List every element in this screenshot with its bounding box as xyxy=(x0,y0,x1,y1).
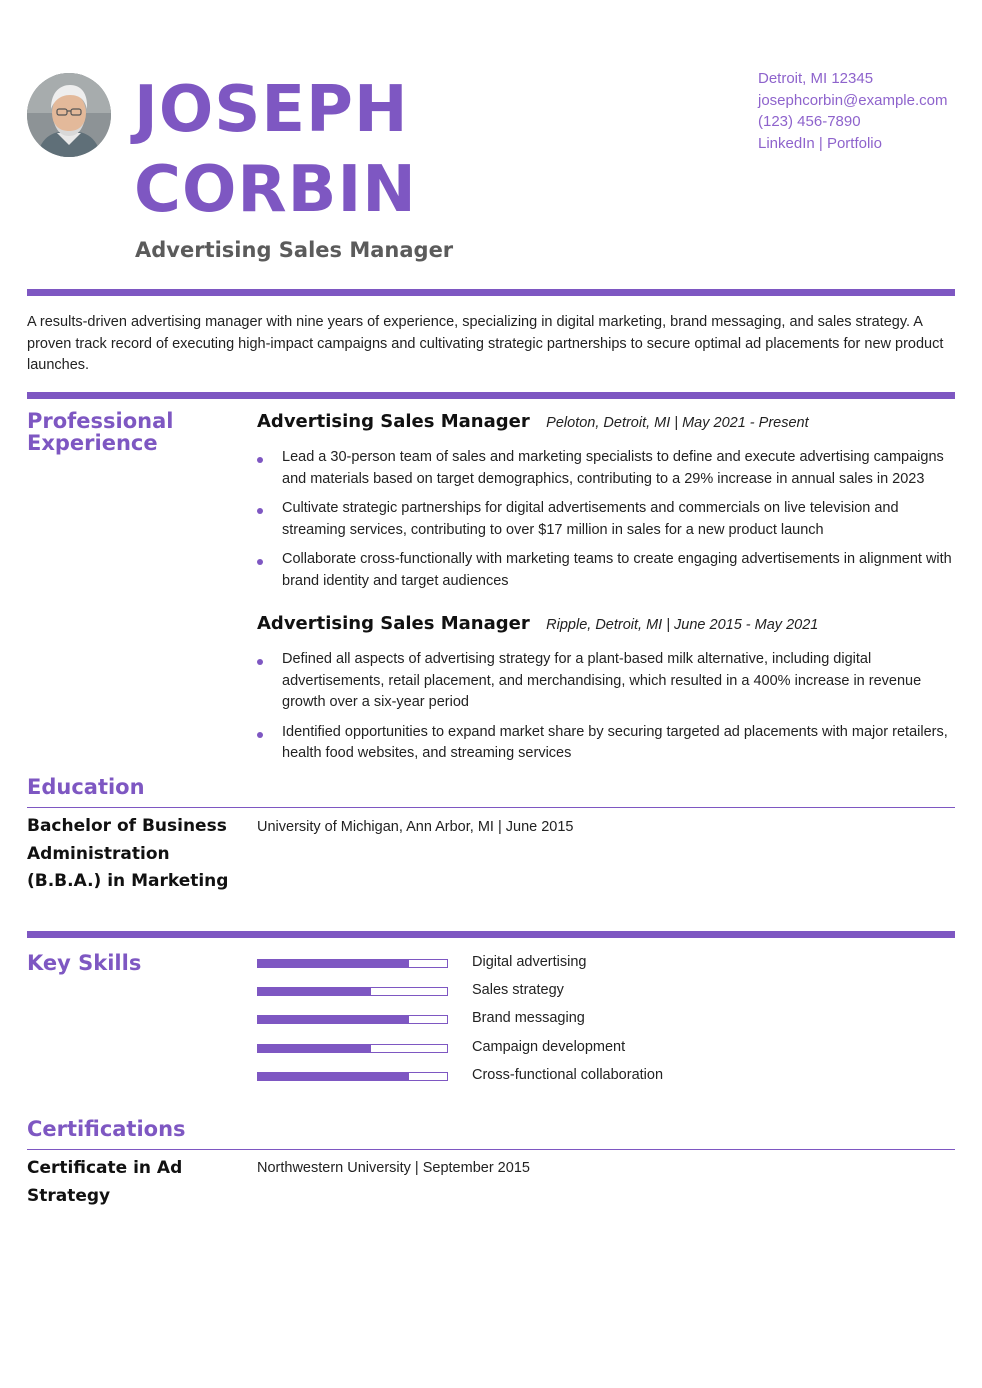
list-item: Identified opportunities to expand market share by securing targeted ad placements with major retailers, health food websites, and streaming services xyxy=(257,722,957,765)
skill-level-fill xyxy=(258,1016,409,1023)
skills-heading: Key Skills xyxy=(27,951,142,975)
skill-level-fill xyxy=(258,1073,409,1080)
skill-level-fill xyxy=(258,988,371,995)
divider xyxy=(27,392,955,399)
skill-level-bar xyxy=(257,1015,448,1024)
contact-links[interactable]: LinkedIn | Portfolio xyxy=(758,134,882,152)
skill-label: Brand messaging xyxy=(472,1010,585,1027)
job-bullets xyxy=(257,447,957,600)
skill-label: Digital advertising xyxy=(472,954,587,970)
job-meta: Peloton, Detroit, MI | May 2021 - Present xyxy=(546,415,809,431)
skill-level-bar xyxy=(257,1072,448,1081)
skill-label: Sales strategy xyxy=(472,982,564,999)
first-name: JOSEPH xyxy=(134,73,409,147)
job-meta: Ripple, Detroit, MI | June 2015 - May 2021 xyxy=(546,617,819,633)
skill-level-bar xyxy=(257,959,448,968)
skill-label: Cross-functional collaboration xyxy=(472,1066,664,1083)
list-item: Collaborate cross-functionally with marketing teams to create engaging advertisements in alignment with brand identity and target audiences xyxy=(257,549,957,592)
list-item: Cultivate strategic partnerships for digital advertisements and commercials on live television and streaming services, contributing to over $17 million in sales for a new product launch xyxy=(257,498,957,541)
skill-label: Campaign development xyxy=(472,1038,626,1055)
job-role: Advertising Sales Manager xyxy=(257,613,530,634)
candidate-name xyxy=(134,70,554,230)
divider xyxy=(27,807,955,808)
divider xyxy=(27,289,955,296)
skill-level-fill xyxy=(258,960,409,967)
skill-level-bar xyxy=(257,1044,448,1053)
education-detail: University of Michigan, Ann Arbor, MI | June 2015 xyxy=(257,819,574,835)
job-heading xyxy=(257,613,818,634)
contact-block xyxy=(758,68,948,154)
certifications-heading: Certifications xyxy=(27,1117,186,1141)
divider xyxy=(27,931,955,938)
candidate-title: Advertising Sales Manager xyxy=(135,238,454,262)
last-name: CORBIN xyxy=(134,153,417,227)
profile-photo-image xyxy=(27,73,111,157)
contact-location: Detroit, MI 12345 xyxy=(758,70,874,87)
contact-phone: (123) 456-7890 xyxy=(758,113,861,130)
job-heading xyxy=(257,411,809,432)
degree-name: Bachelor of Business Administration (B.B.A.) in Marketing xyxy=(27,816,229,891)
skill-level-fill xyxy=(258,1045,371,1052)
education-heading: Education xyxy=(27,775,145,799)
job-bullets xyxy=(257,649,957,773)
contact-email[interactable]: josephcorbin@example.com xyxy=(758,91,948,109)
list-item: Lead a 30-person team of sales and marketing specialists to define and execute advertising campaigns and materials based on target demographics, contributing to a 29% increase in annual sales in 2023 xyxy=(257,447,957,490)
divider xyxy=(27,1149,955,1150)
summary-text: A results-driven advertising manager with nine years of experience, specializing in digital marketing, brand messaging, and sales strategy. A proven track record of executing high-impact campaigns and cultivating strategic partnerships to secure optimal ad placements for new product launches. xyxy=(27,314,944,373)
experience-heading: Professional Experience xyxy=(27,409,174,455)
profile-photo xyxy=(27,73,111,157)
certificate-detail: Northwestern University | September 2015 xyxy=(257,1160,530,1176)
job-role: Advertising Sales Manager xyxy=(257,411,530,432)
list-item: Defined all aspects of advertising strategy for a plant-based milk alternative, including digital advertisements, retail placement, and merchandising, which resulted in a 400% increase in revenue growth over a six-year period xyxy=(257,649,957,714)
certificate-name: Certificate in Ad Strategy xyxy=(27,1158,183,1206)
skill-level-bar xyxy=(257,987,448,996)
